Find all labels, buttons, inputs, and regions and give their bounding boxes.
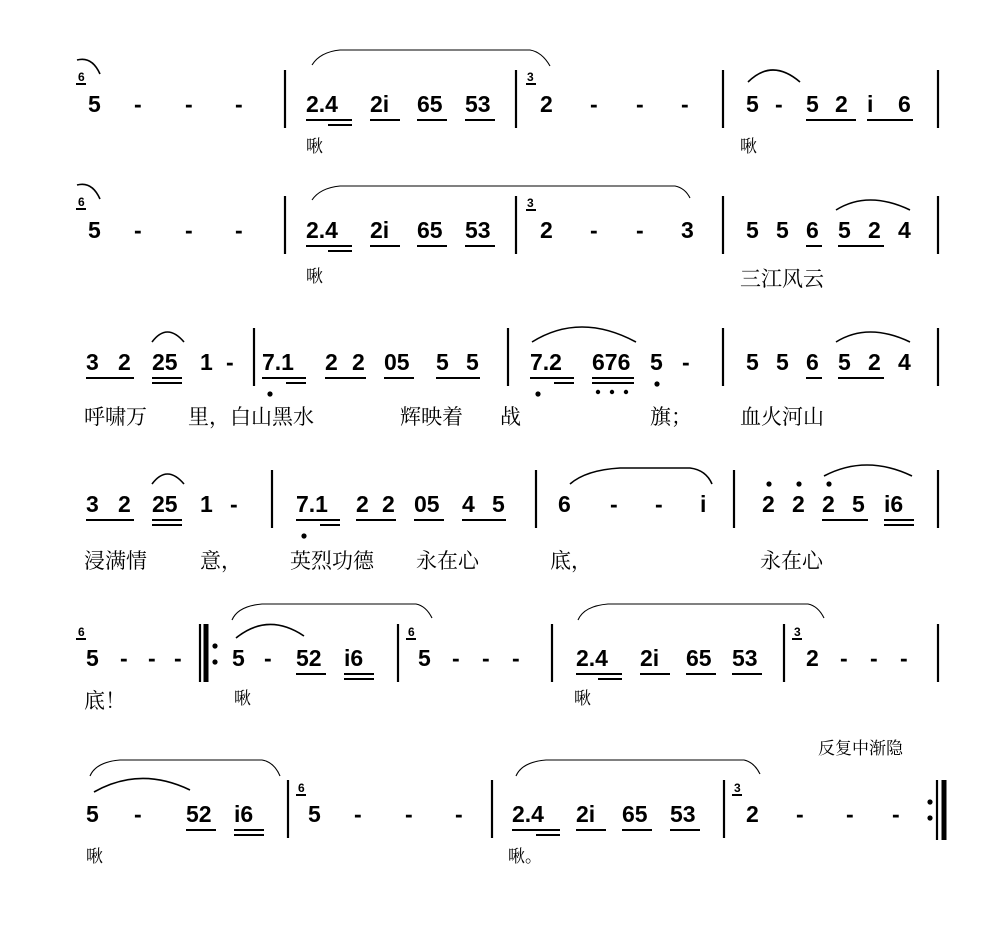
lyric: 呼啸万 [84, 405, 147, 429]
lyric: 啾 [306, 137, 323, 157]
note: 65 [686, 645, 712, 671]
grace-note: 3 [794, 625, 801, 639]
dash: - [264, 645, 272, 671]
dash: - [512, 645, 520, 671]
note: 05 [414, 491, 440, 517]
note: 25 [152, 491, 178, 517]
grace-note: 3 [527, 196, 534, 210]
slur [312, 50, 550, 66]
lyric: 血火河山 [740, 405, 824, 429]
note: 52 [296, 645, 322, 671]
note: 2i [370, 217, 390, 243]
dash: - [636, 217, 644, 243]
expression-mark: 反复中渐隐 [818, 739, 903, 759]
note: 65 [417, 217, 443, 243]
note: i6 [884, 491, 904, 517]
note: 65 [417, 91, 443, 117]
note: 5 [492, 491, 505, 517]
slur [532, 327, 636, 342]
note: 2 [118, 491, 131, 517]
dash: - [134, 91, 142, 117]
dash: - [590, 217, 598, 243]
dash: - [681, 91, 689, 117]
note: 6 [898, 91, 911, 117]
note: 5 [746, 217, 759, 243]
system-4 [84, 465, 938, 574]
note: 5 [650, 349, 663, 375]
note: 2 [822, 491, 835, 517]
dash: - [796, 801, 804, 827]
grace-note: 3 [527, 70, 534, 84]
note: 6 [558, 491, 571, 517]
note: 4 [898, 349, 911, 375]
dash: - [610, 491, 618, 517]
dash: - [482, 645, 490, 671]
lyric: 啾。 [508, 847, 542, 867]
note: 2 [792, 491, 805, 517]
system-3 [84, 327, 938, 430]
dash: - [870, 645, 878, 671]
dash: - [354, 801, 362, 827]
slur [824, 465, 912, 476]
dash: - [840, 645, 848, 671]
lyric: 啾 [740, 137, 757, 157]
note: 2.4 [576, 645, 608, 671]
note: 4 [898, 217, 911, 243]
note: 7.1 [296, 491, 328, 517]
slur [232, 604, 432, 620]
dash: - [655, 491, 663, 517]
note: 2.4 [512, 801, 544, 827]
note: 5 [746, 349, 759, 375]
note: 4 [462, 491, 475, 517]
note: 5 [86, 801, 99, 827]
note: 5 [838, 349, 851, 375]
note: 5 [232, 645, 245, 671]
dash: - [636, 91, 644, 117]
note: i [700, 491, 707, 517]
slur [836, 200, 910, 210]
lyric: 意， [200, 549, 242, 573]
dash: - [452, 645, 460, 671]
note: 2 [118, 349, 131, 375]
note: 2i [576, 801, 596, 827]
dash: - [235, 91, 243, 117]
slur [748, 70, 800, 82]
system-5 [76, 604, 938, 713]
dash: - [120, 645, 128, 671]
note: 52 [186, 801, 212, 827]
lyric: 永在心 [760, 549, 823, 573]
grace-note: 6 [78, 195, 85, 209]
slur [152, 474, 184, 484]
lyric: 啾 [234, 689, 251, 709]
slur [236, 624, 304, 638]
note: 05 [384, 349, 410, 375]
note: 5 [806, 91, 819, 117]
slur [90, 760, 280, 776]
note: 676 [592, 349, 631, 375]
note: 5 [838, 217, 851, 243]
note: i6 [344, 645, 364, 671]
dash: - [148, 645, 156, 671]
dash: - [174, 645, 182, 671]
system-1 [76, 50, 938, 157]
note: 5 [436, 349, 449, 375]
slur [836, 332, 910, 342]
dash: - [900, 645, 908, 671]
note: 2 [835, 91, 848, 117]
slur [578, 604, 824, 620]
note: 2 [806, 645, 819, 671]
note: 7.1 [262, 349, 294, 375]
note: 2 [352, 349, 365, 375]
dash: - [846, 801, 854, 827]
note: 5 [418, 645, 431, 671]
lyric: 战 [500, 405, 521, 429]
note: 2 [540, 91, 553, 117]
lyric: 里，白山黑水 [188, 405, 314, 429]
note: 1 [200, 491, 213, 517]
note: 1 [200, 349, 213, 375]
note: 2 [382, 491, 395, 517]
lyric: 英烈功德 [290, 549, 374, 573]
note: 5 [88, 217, 101, 243]
note: 53 [465, 217, 491, 243]
dash: - [230, 491, 238, 517]
grace-note: 6 [298, 781, 305, 795]
note: 3 [681, 217, 694, 243]
note: 2i [640, 645, 660, 671]
lyric: 啾 [574, 689, 591, 709]
note: 53 [670, 801, 696, 827]
dash: - [226, 349, 234, 375]
note: 53 [465, 91, 491, 117]
note: 2 [868, 217, 881, 243]
slur [312, 186, 690, 200]
grace-note: 3 [734, 781, 741, 795]
note: 5 [746, 91, 759, 117]
note: 2 [356, 491, 369, 517]
note: 5 [86, 645, 99, 671]
repeat-end [927, 799, 932, 804]
lyric: 啾 [86, 847, 103, 867]
note: 25 [152, 349, 178, 375]
note: 7.2 [530, 349, 562, 375]
lyric: 底！ [84, 689, 126, 713]
dash: - [134, 801, 142, 827]
note: 3 [86, 349, 99, 375]
note: 5 [776, 349, 789, 375]
note: 2i [370, 91, 390, 117]
lyric: 辉映着 [400, 405, 463, 429]
lyric: 旗； [650, 405, 692, 429]
note: 65 [622, 801, 648, 827]
grace-note: 6 [78, 625, 85, 639]
note: 3 [86, 491, 99, 517]
lyric: 三江风云 [740, 267, 824, 291]
note: 2 [868, 349, 881, 375]
grace-note: 6 [78, 70, 85, 84]
note: 5 [466, 349, 479, 375]
slur [516, 760, 760, 776]
note: 5 [88, 91, 101, 117]
note: 2.4 [306, 91, 338, 117]
note: 2 [325, 349, 338, 375]
dash: - [235, 217, 243, 243]
note: 5 [852, 491, 865, 517]
dash: - [682, 349, 690, 375]
dash: - [455, 801, 463, 827]
note: 5 [776, 217, 789, 243]
lyric: 永在心 [416, 549, 479, 573]
slur [94, 778, 190, 792]
note: 6 [806, 217, 819, 243]
note: 6 [806, 349, 819, 375]
note: 53 [732, 645, 758, 671]
dash: - [775, 91, 783, 117]
dash: - [405, 801, 413, 827]
note: i6 [234, 801, 254, 827]
system-2 [76, 184, 938, 291]
note: 5 [308, 801, 321, 827]
grace-note: 6 [408, 625, 415, 639]
dash: - [185, 217, 193, 243]
note: 2 [746, 801, 759, 827]
note: 2.4 [306, 217, 338, 243]
lyric: 底， [550, 549, 592, 573]
dash: - [590, 91, 598, 117]
dash: - [892, 801, 900, 827]
slur [570, 468, 712, 484]
system-6 [86, 739, 944, 867]
slur [152, 332, 184, 342]
note: 2 [762, 491, 775, 517]
lyric: 浸满情 [84, 549, 147, 573]
dash: - [134, 217, 142, 243]
note: 2 [540, 217, 553, 243]
note: i [867, 91, 874, 117]
lyric: 啾 [306, 267, 323, 287]
dash: - [185, 91, 193, 117]
